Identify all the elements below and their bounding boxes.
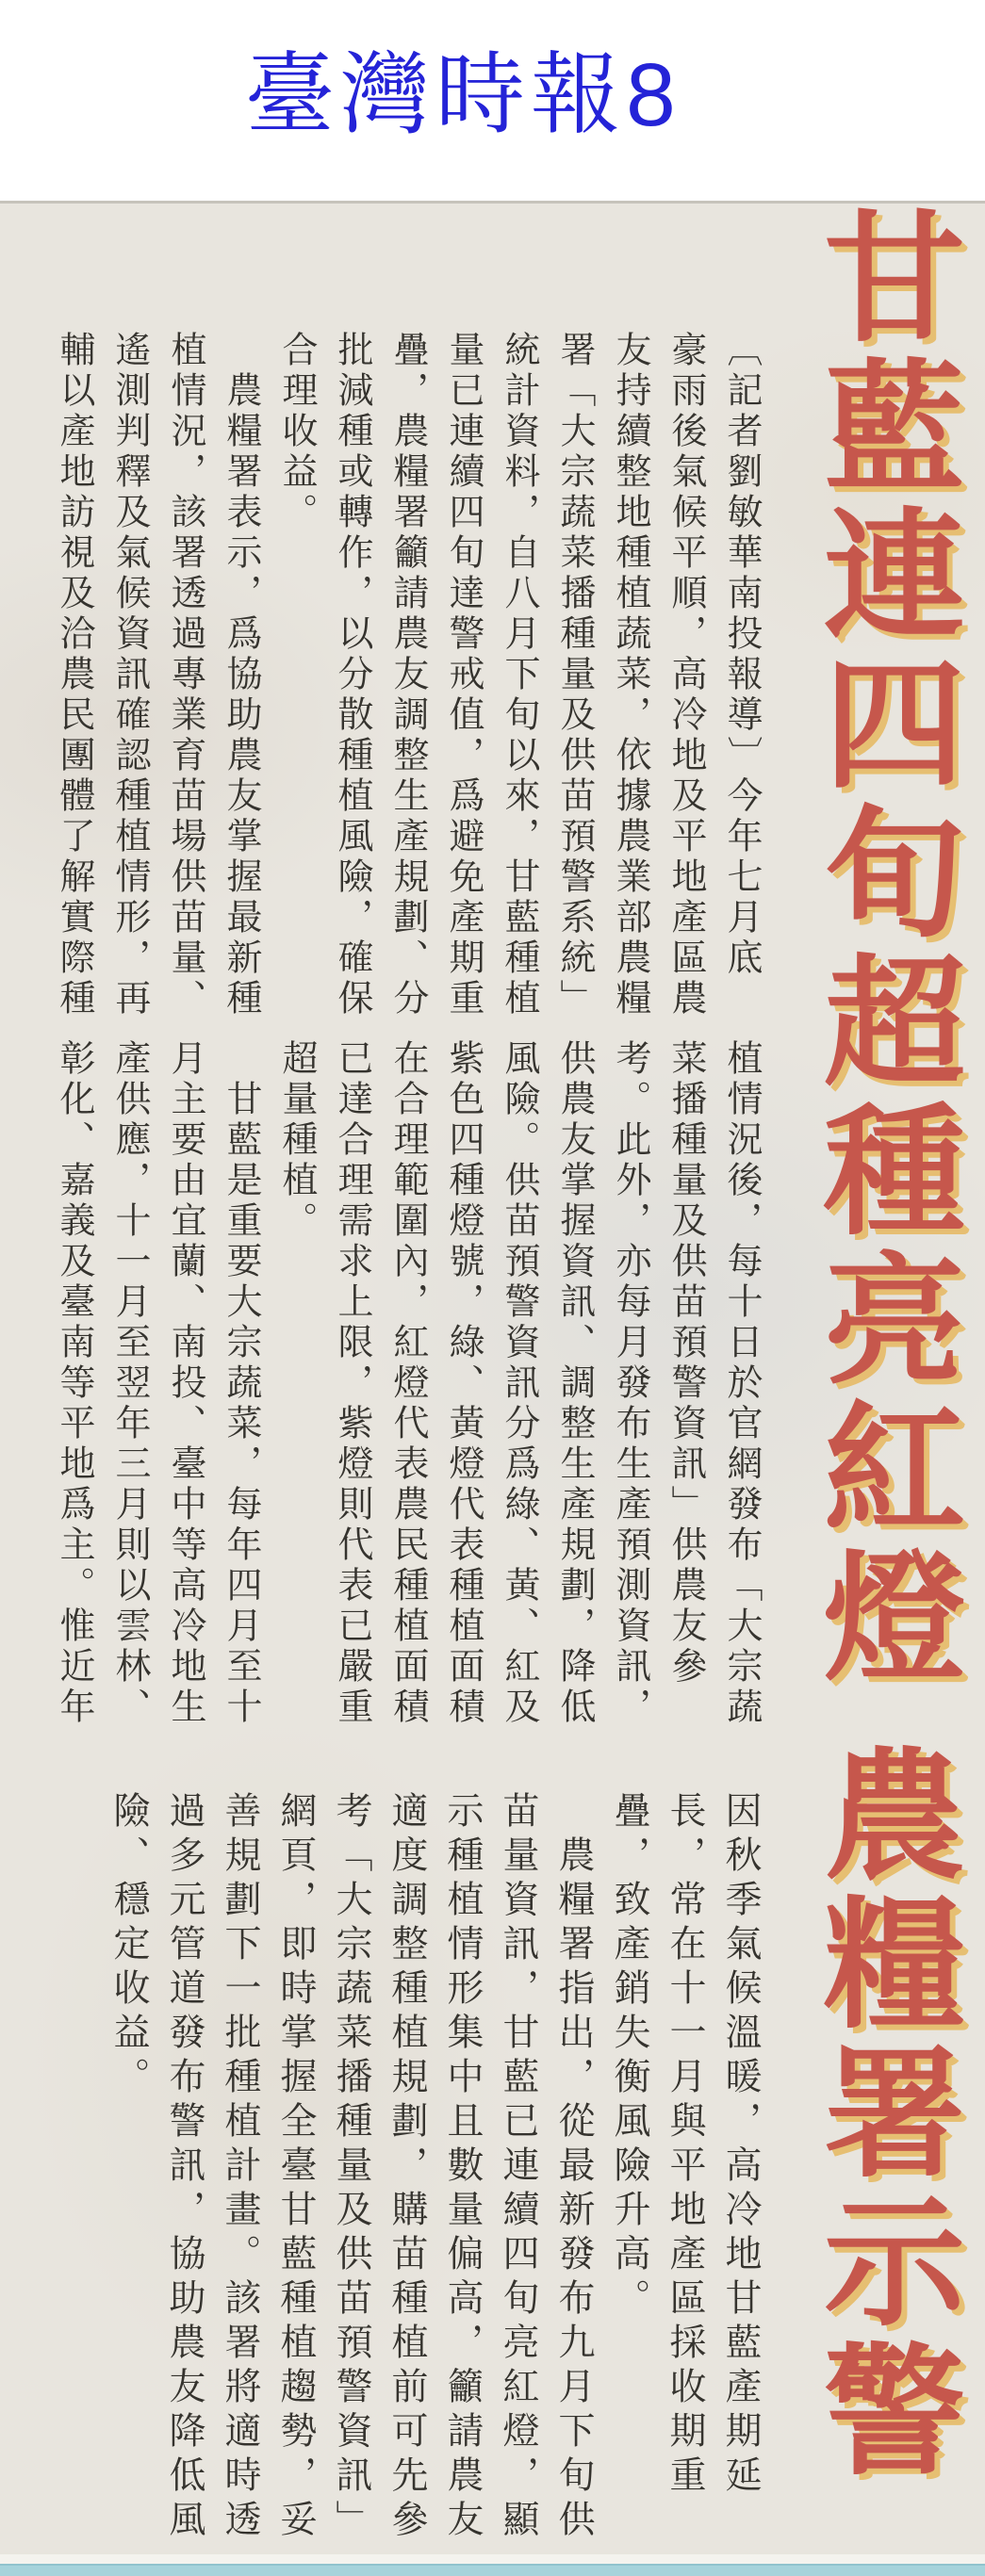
article-column: 長，常在十一月與平地產區採收期重 <box>665 1791 705 2500</box>
article-column: 險、穩定收益。 <box>108 1791 149 2101</box>
article-column: 風險。供苗預警資訊分爲綠、黃、紅及 <box>499 1039 538 1728</box>
article-column: 署「大宗蔬菜播種量及供苗預警系統」 <box>554 331 594 1019</box>
article-column: 疊，致產銷失衡風險升高。 <box>609 1791 649 2323</box>
article-column: 合理收益。 <box>276 331 316 533</box>
article-column: 農糧署表示，爲協助農友掌握最新種 <box>221 331 260 1019</box>
article-column: 植情況後，每十日於官網發布「大宗蔬 <box>721 1039 761 1728</box>
article-column: 供農友掌握資訊、調整生產規劃，降低 <box>554 1039 594 1728</box>
article-column: 輔以產地訪視及洽農民團體了解實際種 <box>54 331 93 1019</box>
article-column: 彰化、嘉義及臺南等平地爲主。惟近年 <box>54 1039 93 1728</box>
article-column: 紫色四種燈號，綠、黃燈代表種植面積 <box>443 1039 483 1728</box>
masthead <box>0 0 985 201</box>
article-column: 量已連續四旬達警戒值，爲避免產期重 <box>443 331 483 1019</box>
article-column: 因秋季氣候溫暖，高冷地甘藍產期延 <box>720 1791 761 2500</box>
article-column: 批減種或轉作，以分散種植風險，確保 <box>332 331 371 1019</box>
article-column: 甘藍是重要大宗蔬菜，每年四月至十 <box>221 1039 260 1728</box>
article-column: 遙測判釋及氣候資訊確認種植情形，再 <box>109 331 149 1019</box>
article-block-3 <box>101 1791 768 2566</box>
article-column: 產供應，十一月至翌年三月則以雲林、 <box>109 1039 149 1728</box>
article-column: 網頁，即時掌握全臺甘藍種植趨勢，妥 <box>275 1791 316 2544</box>
article-column: 在合理範圍內，紅燈代表農民種植面積 <box>387 1039 427 1728</box>
article-block-2 <box>45 1039 768 1769</box>
article-column: 統計資料，自八月下旬以來，甘藍種植 <box>499 331 538 1019</box>
article-column: 已達合理需求上限，紫燈則代表已嚴重 <box>332 1039 371 1728</box>
article-column: 農糧署指出，從最新發布九月下旬供 <box>553 1791 594 2544</box>
article-column: 善規劃下一批種植計畫。該署將適時透 <box>220 1791 260 2544</box>
article-block-1 <box>45 331 768 1049</box>
article-column: 菜播種量及供苗預警資訊」供農友參 <box>665 1039 705 1687</box>
headline-sub: 農糧署示警 <box>803 1741 961 2486</box>
bottom-teal-strip <box>0 2564 985 2576</box>
article-column: 考。此外，亦每月發布生產預測資訊， <box>610 1039 649 1728</box>
article-column: 友持續整地種植蔬菜，依據農業部農糧 <box>610 331 649 1019</box>
article-column: 考「大宗蔬菜播種量及供苗預警資訊」 <box>331 1791 371 2544</box>
article-column: 苗量資訊，甘藍已連續四旬亮紅燈，顯 <box>498 1791 538 2544</box>
article-column: 超量種植。 <box>276 1039 316 1242</box>
article-column: 月主要由宜蘭、南投、臺中等高冷地生 <box>165 1039 205 1728</box>
masthead-title: 臺灣時報8 <box>245 45 681 145</box>
article-column: 〔記者劉敏華南投報導〕今年七月底 <box>721 331 761 979</box>
headline-main: 甘藍連四旬超種亮紅燈 <box>803 204 961 1692</box>
article-column: 植情況，該署透過專業育苗場供苗量、 <box>165 331 205 1019</box>
article-column: 疊，農糧署籲請農友調整生產規劃、分 <box>387 331 427 1019</box>
article-column: 示種植情形集中且數量偏高，籲請農友 <box>442 1791 483 2544</box>
article-column: 豪雨後氣候平順，高冷地及平地產區農 <box>665 331 705 1019</box>
newspaper-clipping <box>0 201 985 2576</box>
article-column: 過多元管道發布警訊，協助農友降低風 <box>164 1791 205 2544</box>
article-column: 適度調整種植規劃，購苗種植前可先參 <box>386 1791 427 2544</box>
